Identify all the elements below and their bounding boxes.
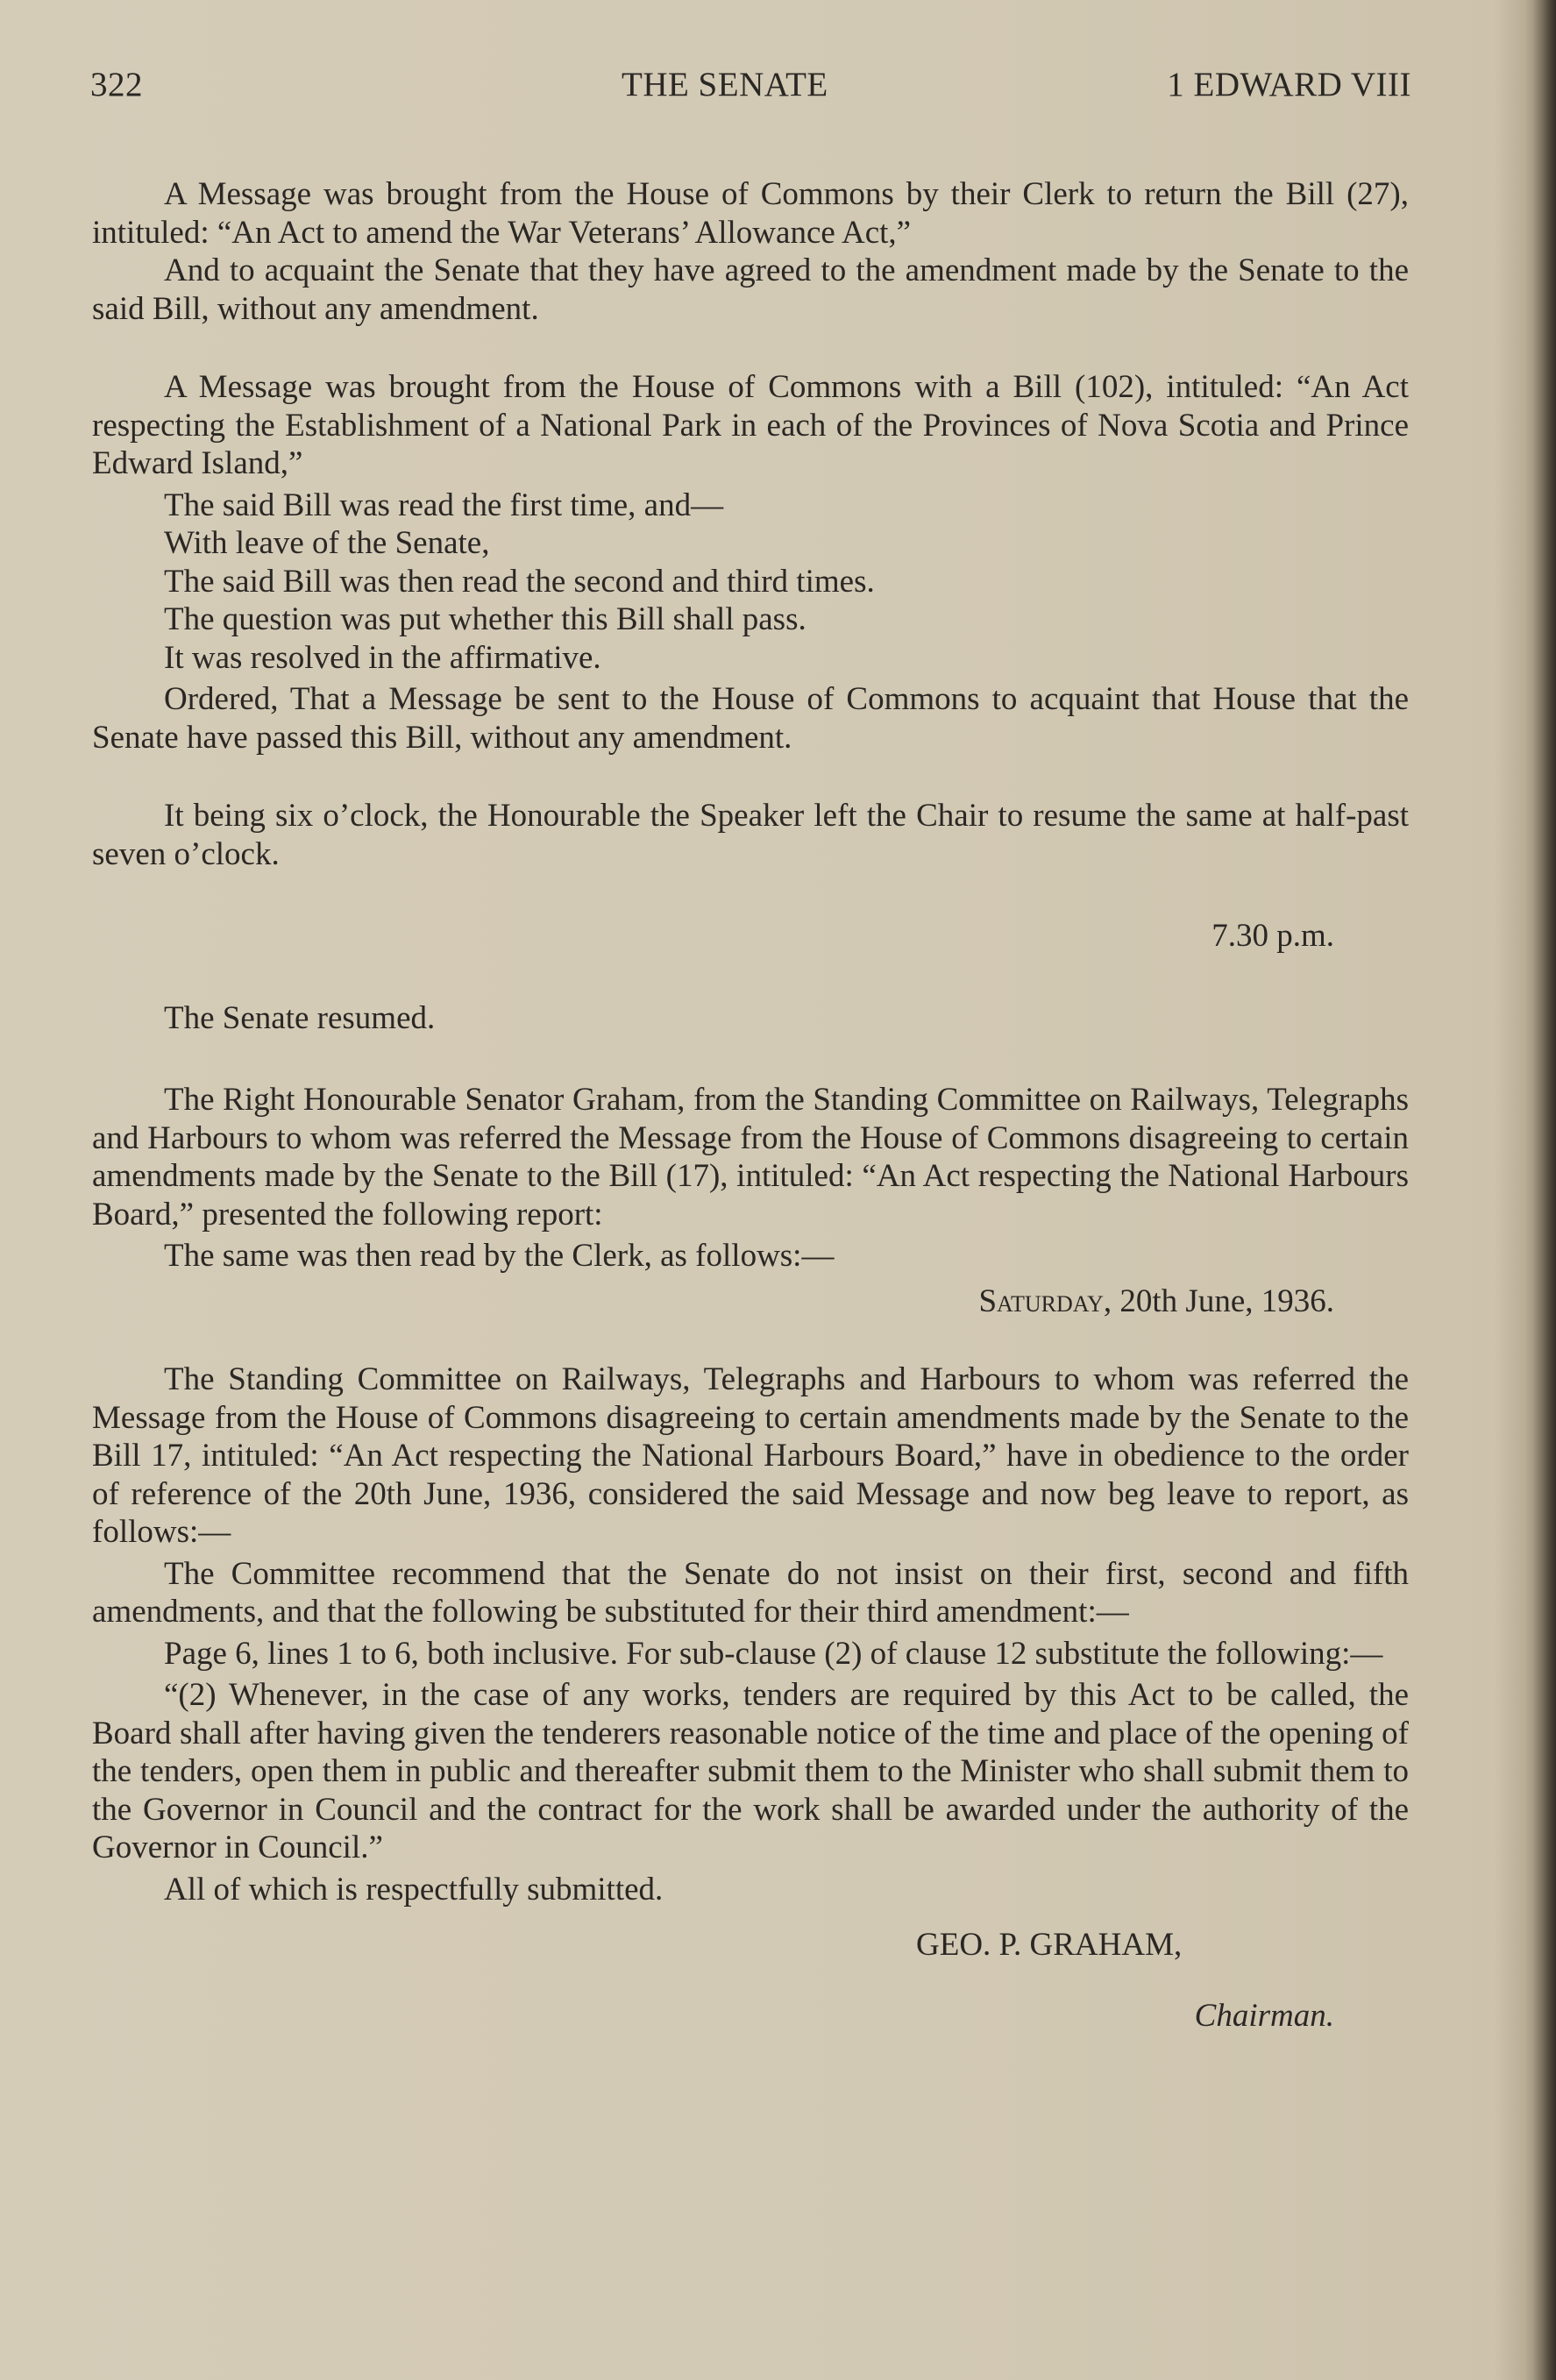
report-date <box>92 1282 1409 1321</box>
report-date-rest: , 20th June, 1936. <box>1103 1282 1334 1319</box>
paragraph-submitted: All of which is respectfully submitted. <box>164 1871 664 1908</box>
paragraph-committee-report: The Standing Committee on Railways, Telegraphs and Harbours to whom was referred the Message from the House of Commons disagreeing to certain amendments made by the Senate to the Bill 17, intituled: “An Act respecting the National Harbours Board,” have in obedience to the order of reference of the 20th June, 1936, considered the said Message and now beg leave to report, as follows:— <box>92 1361 1409 1550</box>
paragraph-second-third-reading: The said Bill was then read the second and third times. <box>164 563 875 600</box>
sitting-time: 7.30 p.m. <box>1211 918 1334 954</box>
paragraph-ordered: Ordered, That a Message be sent to the House of Commons to acquaint that House that the Senate have passed this Bill, without any amendment. <box>92 681 1409 756</box>
paragraph-question: The question was put whether this Bill shall pass. <box>164 601 806 637</box>
header-title: THE SENATE <box>622 66 828 103</box>
paragraph-page-six-lines: Page 6, lines 1 to 6, both inclusive. For sub-clause (2) of clause 12 substitute the following:— <box>164 1635 1383 1672</box>
paragraph-acquaint-senate: And to acquaint the Senate that they have agreed to the amendment made by the Senate to the said Bill, without any amendment. <box>92 252 1409 327</box>
signature-name: GEO. P. GRAHAM, <box>916 1927 1183 1963</box>
report-date-day: Saturday <box>978 1282 1104 1319</box>
paragraph-read-by-clerk: The same was then read by the Clerk, as follows:— <box>164 1238 835 1274</box>
paragraph-subclause-text: “(2) Whenever, in the case of any works, tenders are required by this Act to be called, the Board shall after having given the tenderers reasonable notice of the time and place of the opening of the tenders, open them in public and thereafter submit them to the Minister who shall submit them to the Governor in Council and the contract for the work shall be awarded under the authority of the Governor in Council.” <box>92 1677 1409 1865</box>
page-number: 322 <box>90 66 143 103</box>
paragraph-resolved: It was resolved in the affirmative. <box>164 639 601 676</box>
paragraph-graham-report: The Right Honourable Senator Graham, from the Standing Committee on Railways, Telegraphs and Harbours to whom was referred the Message from the House of Commons disagreeing to certain amendments made by the Senate to the Bill (17), intituled: “An Act respecting the National Harbours Board,” presented the following report: <box>92 1082 1409 1233</box>
page-edge-shadow <box>1533 0 1556 2380</box>
paragraph-message-bill-102: A Message was brought from the House of Commons with a Bill (102), intituled: “An Act respecting the Establishment of a National Park in each of the Provinces of Nova Scotia and Prince Edward Island,” <box>92 369 1409 481</box>
paragraph-committee-recommend: The Committee recommend that the Senate do not insist on their first, second and fifth amendments, and that the following be substituted for their third amendment:— <box>92 1555 1409 1630</box>
paragraph-leave: With leave of the Senate, <box>164 525 490 561</box>
paragraph-senate-resumed: The Senate resumed. <box>164 999 436 1036</box>
page-body <box>92 175 1409 2067</box>
paragraph-message-bill-27: A Message was brought from the House of Commons by their Clerk to return the Bill (27), intituled: “An Act to amend the War Veterans’ Allowance Act,” <box>92 176 1409 251</box>
header-reign: 1 EDWARD VIII <box>1167 66 1411 103</box>
signature-title: Chairman. <box>1194 1997 1334 2034</box>
paragraph-six-oclock: It being six o’clock, the Honourable the Speaker left the Chair to resume the same at half-past seven o’clock. <box>92 798 1409 872</box>
paragraph-first-reading: The said Bill was read the first time, and— <box>164 487 724 523</box>
